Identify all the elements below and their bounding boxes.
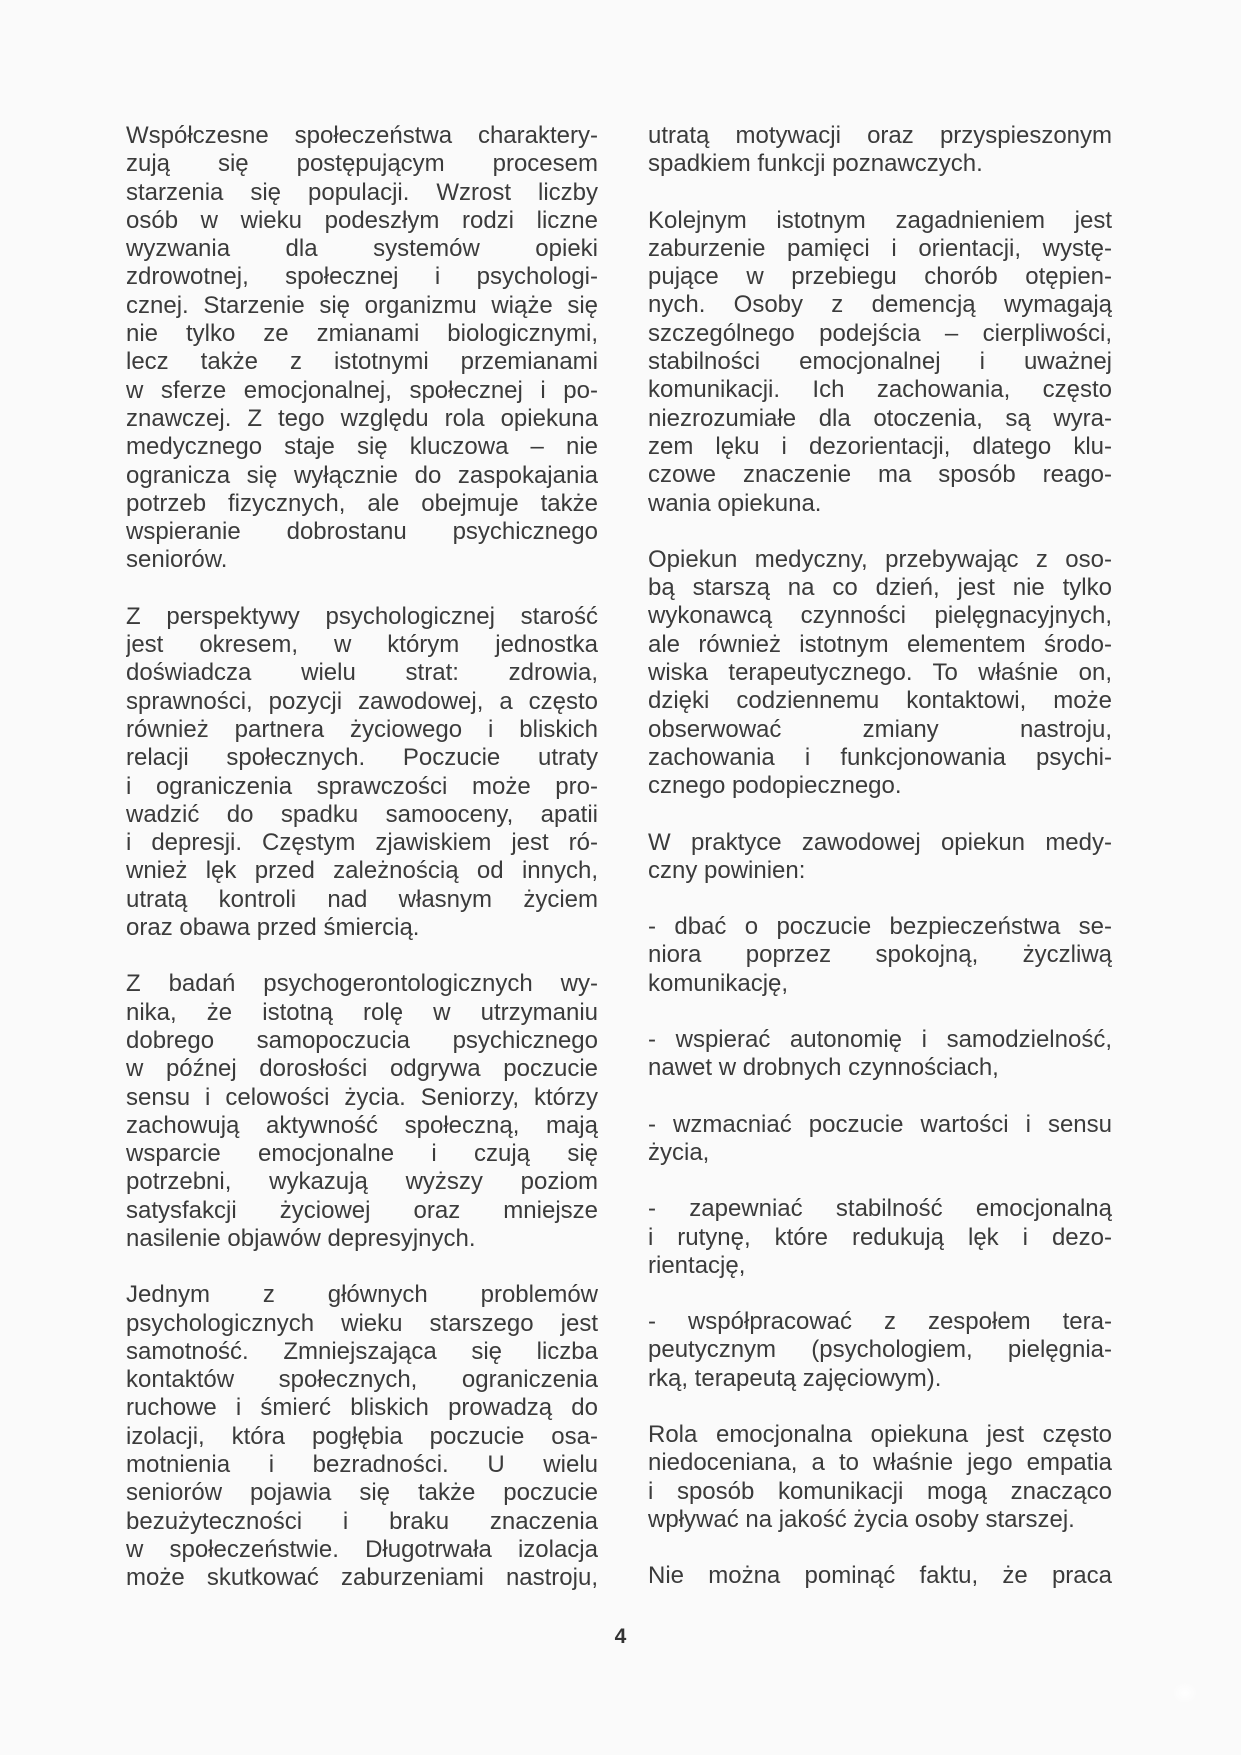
text-line: niora poprzez spokojną, życzliwą <box>648 941 1112 969</box>
text-line: stabilności emocjonalnej i uważnej <box>648 348 1112 376</box>
text-line: osób w wieku podeszłym rodzi liczne <box>126 206 598 234</box>
text-line: bą starszą na co dzień, jest nie tylko <box>648 574 1112 602</box>
text-line: zem lęku i dezorientacji, dlatego klu- <box>648 432 1112 460</box>
text-line: wspieranie dobrostanu psychicznego <box>126 518 598 546</box>
text-line: wadzić do spadku samooceny, apatii <box>126 800 598 828</box>
text-column-right <box>648 122 1112 1621</box>
text-line: niedoceniana, a to właśnie jego empatia <box>648 1449 1112 1477</box>
paragraph <box>126 970 598 1253</box>
text-line: izolacji, która pogłębia poczucie osa- <box>126 1422 598 1450</box>
text-line: rientację, <box>648 1251 746 1279</box>
text-line: kontaktów społecznych, ograniczenia <box>126 1366 598 1394</box>
text-line: wykonawcą czynności pielęgnacyjnych, <box>648 602 1112 630</box>
text-line: - wzmacniać poczucie wartości i sensu <box>648 1110 1112 1138</box>
page-number: 4 <box>614 1625 627 1648</box>
two-column-text-body <box>126 122 1112 1621</box>
text-line: Rola emocjonalna opiekuna jest często <box>648 1420 1112 1448</box>
bullet-paragraph <box>648 913 1112 998</box>
text-line: w sferze emocjonalnej, społecznej i po- <box>126 376 598 404</box>
text-line: motnienia i bezradności. U wielu <box>126 1451 598 1479</box>
text-line: samotność. Zmniejszająca się liczba <box>126 1337 598 1365</box>
text-line: wpływać na jakość życia osoby starszej. <box>648 1505 1075 1533</box>
text-line: i depresji. Częstym zjawiskiem jest ró- <box>126 829 598 857</box>
text-line: - dbać o poczucie bezpieczeństwa se- <box>648 913 1112 941</box>
bullet-paragraph <box>648 1026 1112 1083</box>
text-line: obserwować zmiany nastroju, <box>648 715 1112 743</box>
text-line: wyzwania dla systemów opieki <box>126 235 598 263</box>
text-line: również partnera życiowego i bliskich <box>126 715 598 743</box>
paragraph <box>648 207 1112 518</box>
text-line: pujące w przebiegu chorób otępien- <box>648 263 1112 291</box>
text-line: Z perspektywy psychologicznej starość <box>126 602 598 630</box>
text-line: peutycznym (psychologiem, pielęgnia- <box>648 1336 1112 1364</box>
text-line: zaburzenie pamięci i orientacji, wystę- <box>648 234 1112 262</box>
text-line: starzenia się populacji. Wzrost liczby <box>126 178 598 206</box>
text-line: utratą kontroli nad własnym życiem <box>126 885 598 913</box>
text-column-left <box>126 122 598 1621</box>
text-line: sprawności, pozycji zawodowej, a często <box>126 687 598 715</box>
text-line: życia, <box>648 1138 710 1166</box>
text-line: satysfakcji życiowej oraz mniejsze <box>126 1196 598 1224</box>
text-line: relacji społecznych. Poczucie utraty <box>126 744 598 772</box>
text-line: sensu i celowości życia. Seniorzy, którzy <box>126 1083 598 1111</box>
faint-corner-mark <box>1172 1682 1198 1704</box>
text-line: medycznego staje się kluczowa – nie <box>126 433 598 461</box>
text-line: seniorów pojawia się także poczucie <box>126 1479 598 1507</box>
text-line: - współpracować z zespołem tera- <box>648 1308 1112 1336</box>
text-line: czny powinien: <box>648 856 806 884</box>
text-line: Współczesne społeczeństwa charaktery- <box>126 122 598 149</box>
text-line: wnież lęk przed zależnością od innych, <box>126 857 598 885</box>
text-line: czowe znaczenie ma sposób reago- <box>648 461 1112 489</box>
paragraph <box>126 603 598 943</box>
text-line: seniorów. <box>126 546 228 574</box>
text-line: ale również istotnym elementem środo- <box>648 630 1112 658</box>
text-line: komunikację, <box>648 969 789 997</box>
text-line: rką, terapeutą zajęciowym). <box>648 1364 942 1392</box>
paragraph <box>648 546 1112 801</box>
text-line: w społeczeństwie. Długotrwała izolacja <box>126 1535 598 1563</box>
text-line: i rutynę, które redukują lęk i dezo- <box>648 1223 1112 1251</box>
text-line: zachowania i funkcjonowania psychi- <box>648 743 1112 771</box>
paragraph <box>648 1562 1112 1590</box>
paragraph <box>648 829 1112 886</box>
text-line: ogranicza się wyłącznie do zaspokajania <box>126 461 598 489</box>
text-line: nawet w drobnych czynnościach, <box>648 1054 999 1082</box>
text-line: niezrozumiałe dla otoczenia, są wyra- <box>648 404 1112 432</box>
text-line: wsparcie emocjonalne i czują się <box>126 1140 598 1168</box>
paragraph <box>126 122 598 575</box>
text-line: Nie można pominąć faktu, że praca <box>648 1562 1112 1590</box>
text-line: spadkiem funkcji poznawczych. <box>648 150 983 178</box>
text-line: i sposób komunikacji mogą znacząco <box>648 1477 1112 1505</box>
text-line: Jednym z głównych problemów <box>126 1281 598 1309</box>
bullet-paragraph <box>648 1195 1112 1280</box>
text-line: wiska terapeutycznego. To właśnie on, <box>648 659 1112 687</box>
text-line: zują się postępującym procesem <box>126 150 598 178</box>
text-line: - wspierać autonomię i samodzielność, <box>648 1026 1112 1054</box>
text-line: zachowują aktywność społeczną, mają <box>126 1111 598 1139</box>
text-line: może skutkować zaburzeniami nastroju, <box>126 1564 598 1592</box>
text-line: Kolejnym istotnym zagadnieniem jest <box>648 206 1112 234</box>
text-line: ruchowe i śmierć bliskich prowadzą do <box>126 1394 598 1422</box>
text-line: potrzebni, wykazują wyższy poziom <box>126 1168 598 1196</box>
paragraph <box>126 1281 598 1592</box>
text-line: dzięki codziennemu kontaktowi, może <box>648 687 1112 715</box>
text-line: nie tylko ze zmianami biologicznymi, <box>126 320 598 348</box>
text-line: Opiekun medyczny, przebywając z oso- <box>648 545 1112 573</box>
text-line: dobrego samopoczucia psychicznego <box>126 1026 598 1054</box>
text-line: wania opiekuna. <box>648 489 822 517</box>
text-line: W praktyce zawodowej opiekun medy- <box>648 828 1112 856</box>
text-line: zdrowotnej, społecznej i psychologi- <box>126 263 598 291</box>
text-line: bezużyteczności i braku znaczenia <box>126 1507 598 1535</box>
text-line: znawczej. Z tego względu rola opiekuna <box>126 404 598 432</box>
text-line: lecz także z istotnymi przemianami <box>126 348 598 376</box>
text-line: cznego podopiecznego. <box>648 772 902 800</box>
text-line: szczególnego podejścia – cierpliwości, <box>648 319 1112 347</box>
bullet-paragraph <box>648 1308 1112 1393</box>
text-line: nika, że istotną rolę w utrzymaniu <box>126 998 598 1026</box>
text-line: Z badań psychogerontologicznych wy- <box>126 970 598 998</box>
text-line: nych. Osoby z demencją wymagają <box>648 291 1112 319</box>
bullet-paragraph <box>648 1111 1112 1168</box>
paragraph <box>648 122 1112 179</box>
text-line: cznej. Starzenie się organizmu wiąże się <box>126 291 598 319</box>
text-line: oraz obawa przed śmiercią. <box>126 914 420 942</box>
text-line: doświadcza wielu strat: zdrowia, <box>126 659 598 687</box>
text-line: jest okresem, w którym jednostka <box>126 631 598 659</box>
text-line: psychologicznych wieku starszego jest <box>126 1309 598 1337</box>
text-line: utratą motywacji oraz przyspieszonym <box>648 122 1112 149</box>
text-line: potrzeb fizycznych, ale obejmuje także <box>126 489 598 517</box>
text-line: komunikacji. Ich zachowania, często <box>648 376 1112 404</box>
text-line: i ograniczenia sprawczości może pro- <box>126 772 598 800</box>
paragraph <box>648 1421 1112 1534</box>
text-line: nasilenie objawów depresyjnych. <box>126 1224 476 1252</box>
text-line: - zapewniać stabilność emocjonalną <box>648 1195 1112 1223</box>
text-line: w późnej dorosłości odgrywa poczucie <box>126 1055 598 1083</box>
